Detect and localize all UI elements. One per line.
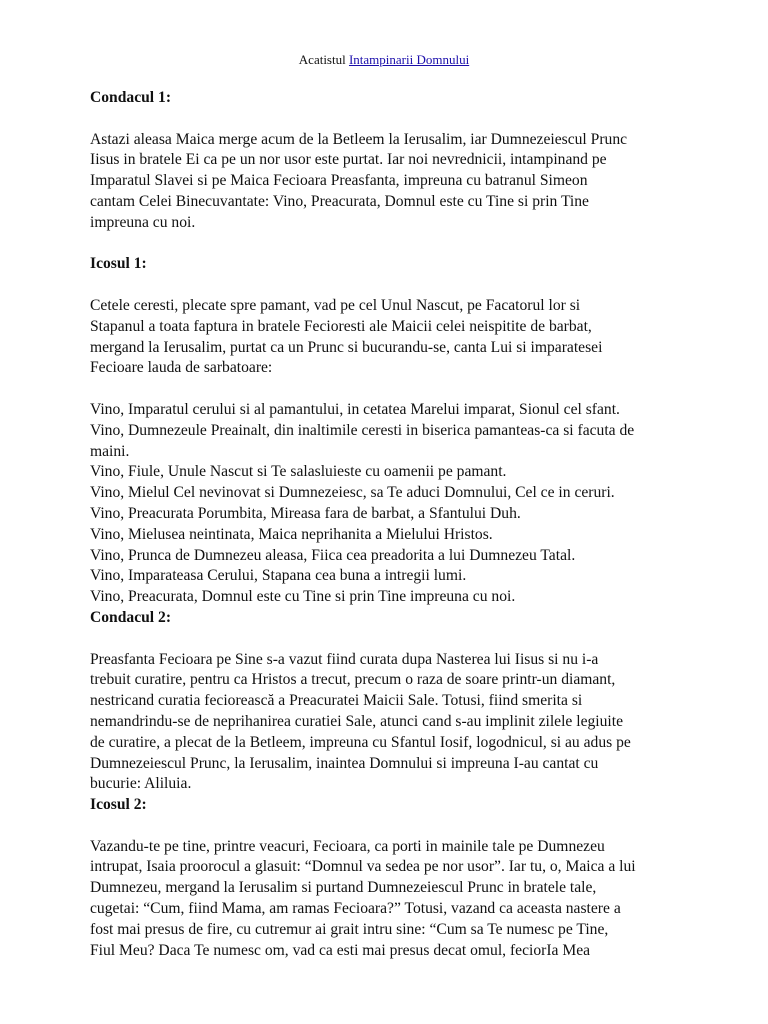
icos1-line: Fecioare lauda de sarbatoare: xyxy=(90,359,273,377)
icos2-heading: Icosul 2: xyxy=(90,796,147,814)
condac1-line: Imparatul Slavei si pe Maica Fecioara Preasfanta, impreuna cu batranul Simeon xyxy=(90,172,588,190)
vino-line: Vino, Imparatul cerului si al pamantului, in cetatea Marelui imparat, Sionul cel sfant. xyxy=(90,400,620,418)
icos2-line: Vazandu-te pe tine, printre veacuri, Fecioara, ca porti in mainile tale pe Dumnezeu xyxy=(90,837,605,855)
vino-line: Vino, Imparateasa Cerului, Stapana cea buna a intregii lumi. xyxy=(90,567,467,585)
condac1-line: impreuna cu noi. xyxy=(90,213,196,231)
title-link[interactable]: Intampinarii Domnului xyxy=(348,52,470,67)
icos1-line: Cetele ceresti, plecate spre pamant, vad pe cel Unul Nascut, pe Facatorul lor si xyxy=(90,296,581,314)
condac1-heading: Condacul 1: xyxy=(90,89,172,106)
icos1-line: mergand la Ierusalim, purtat ca un Prunc si bucurandu-se, canta Lui si imparatesei xyxy=(90,338,603,356)
vino-line: Vino, Preacurata, Domnul este cu Tine si prin Tine impreuna cu noi. xyxy=(90,588,516,606)
vino-line: Vino, Mielul Cel nevinovat si Dumnezeiesc, sa Te aduci Domnului, Cel ce in ceruri. xyxy=(90,484,615,502)
condac1-line: Astazi aleasa Maica merge acum de la Betleem la Ierusalim, iar Dumnezeiescul Prunc xyxy=(90,130,628,148)
condac2-line: nemandrindu-se de neprihanirea curatiei Sale, atunci cand s-au implinit zilele legiuite xyxy=(90,712,624,730)
condac1-line: Iisus in bratele Ei ca pe un nor usor este purtat. Iar noi nevrednicii, intampinand pe xyxy=(90,151,607,169)
document-body xyxy=(90,88,720,961)
condac2-line: Preasfanta Fecioara pe Sine s-a vazut fiind curata dupa Nasterea lui Iisus si nu i-a xyxy=(90,650,599,668)
icos2-line: cugetai: “Cum, fiind Mama, am ramas Fecioara?” Totusi, vazand ca aceasta nastere a xyxy=(90,900,621,918)
icos2-line: intrupat, Isaia proorocul a glasuit: “Domnul va sedea pe nor usor”. Iar tu, o, Maica a lui xyxy=(90,858,636,876)
condac2-heading: Condacul 2: xyxy=(90,608,172,626)
title-prefix: Acatistul xyxy=(298,52,346,67)
vino-line: maini. xyxy=(90,442,130,460)
document-title xyxy=(0,50,768,70)
condac2-line: Dumnezeiescul Prunc, la Ierusalim, inaintea Domnului si impreuna I-au cantat cu xyxy=(90,754,599,772)
condac2-line: nestricand curatia feciorească a Preacuratei Maicii Sale. Totusi, fiind smerita si xyxy=(90,692,583,710)
condac1-line: cantam Celei Binecuvantate: Vino, Preacurata, Domnul este cu Tine si prin Tine xyxy=(90,192,589,210)
vino-line: Vino, Prunca de Dumnezeu aleasa, Fiica cea preadorita a lui Dumnezeu Tatal. xyxy=(90,546,576,564)
icos1-line: Stapanul a toata faptura in bratele Fecioresti ale Maicii celei neispitite de barbat, xyxy=(90,317,592,335)
condac2-line: trebuit curatire, pentru ca Hristos a trecut, precum o raza de soare printr-un diamant, xyxy=(90,671,616,689)
vino-line: Vino, Fiule, Unule Nascut si Te salasluieste cu oamenii pe pamant. xyxy=(90,463,507,481)
vino-line: Vino, Mielusea neintinata, Maica neprihanita a Mielului Hristos. xyxy=(90,525,493,543)
condac2-line: de curatire, a plecat de la Betleem, impreuna cu Sfantul Iosif, logodnicul, si au adus pe xyxy=(90,733,631,751)
icos2-line: Dumnezeu, mergand la Ierusalim si purtand Dumnezeiescul Prunc in bratele tale, xyxy=(90,879,597,897)
vino-line: Vino, Dumnezeule Preainalt, din inaltimile ceresti in biserica pamanteas-ca si facuta de xyxy=(90,421,635,439)
icos2-line: Fiul Meu? Daca Te numesc om, vad ca esti mai presus decat omul, feciorIa Mea xyxy=(90,941,591,959)
icos1-heading: Icosul 1: xyxy=(90,255,147,273)
vino-line: Vino, Preacurata Porumbita, Mireasa fara de barbat, a Sfantului Duh. xyxy=(90,504,521,522)
condac2-line: bucurie: Aliluia. xyxy=(90,775,192,793)
icos2-line: fost mai presus de fire, cu cutremur ai grait intru sine: “Cum sa Te numesc pe Tine, xyxy=(90,920,609,938)
